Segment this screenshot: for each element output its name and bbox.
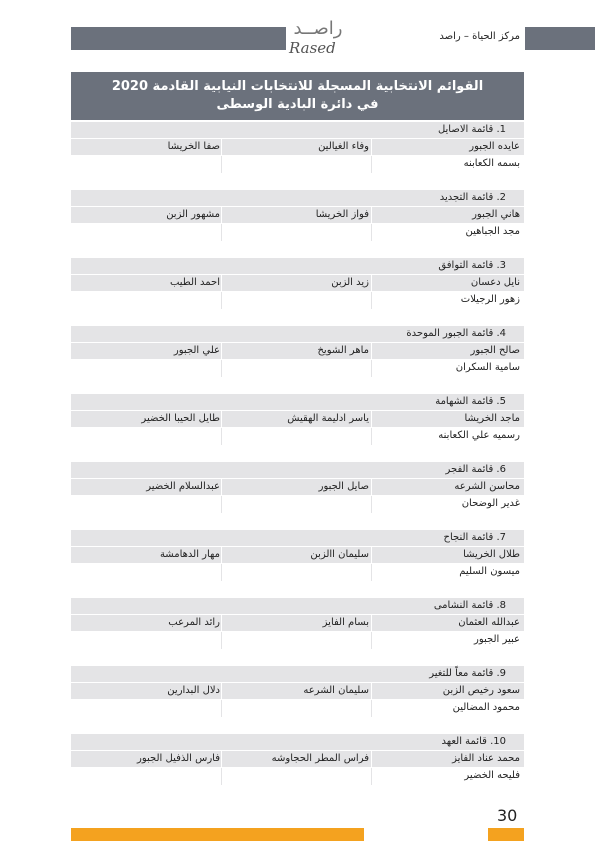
list-block — [71, 122, 524, 190]
candidate-name: طلال الخريشا — [463, 549, 520, 560]
list-heading: 3. قائمة التوافق — [438, 260, 506, 271]
candidate-name: طايل الحيبا الخضير — [141, 413, 220, 424]
candidate-name: عايده الجبور — [469, 141, 520, 152]
list-heading-row — [71, 666, 524, 683]
list-heading: 6. قائمة الفجر — [445, 464, 506, 475]
list-heading: 4. قائمة الجبور الموحدة — [406, 328, 506, 339]
table-row — [71, 275, 524, 292]
title-box — [71, 72, 524, 120]
list-heading: 5. قائمة الشهامة — [435, 396, 506, 407]
logo-arabic-text: راصــد — [293, 18, 343, 39]
candidate-name: زهور الرجيلات — [460, 294, 520, 305]
list-block — [71, 530, 524, 598]
candidate-name: علي الجبور — [173, 345, 220, 356]
candidate-name: محاسن الشرعه — [454, 481, 520, 492]
table-row — [71, 411, 524, 428]
candidate-name: مجد الجباهين — [465, 226, 520, 237]
top-bar-right — [525, 27, 595, 50]
page-title: القوائم الانتخابية المسجلة للانتخابات النيابية القادمة 2020 — [111, 79, 484, 94]
candidate-name: هاني الجبور — [472, 209, 520, 220]
table-row — [71, 156, 524, 173]
candidate-name: ميسون السليم — [459, 566, 520, 577]
list-heading-row — [71, 258, 524, 275]
candidate-name: غدير الوضحان — [461, 498, 520, 509]
list-heading: 10. قائمة العهد — [441, 736, 506, 747]
table-row — [71, 428, 524, 445]
list-block — [71, 326, 524, 394]
list-heading: 1. قائمة الاصايل — [437, 124, 506, 135]
table-row — [71, 700, 524, 717]
electoral-lists — [71, 122, 524, 802]
list-heading: 8. قائمة النشامى — [433, 600, 506, 611]
candidate-name: صالح الجبور — [470, 345, 520, 356]
table-row — [71, 343, 524, 360]
list-block — [71, 462, 524, 530]
candidate-name: سليمان االزبن — [310, 549, 369, 560]
candidate-name: ماهر الشويخ — [317, 345, 369, 356]
candidate-name: احمد الطيب — [169, 277, 220, 288]
table-row — [71, 139, 524, 156]
list-heading-row — [71, 734, 524, 751]
table-row — [71, 547, 524, 564]
list-block — [71, 258, 524, 326]
candidate-name: بسمه الكعابنه — [463, 158, 520, 169]
table-row — [71, 207, 524, 224]
candidate-name: فراس المطر الحجاوشه — [271, 753, 369, 764]
list-heading-row — [71, 394, 524, 411]
table-row — [71, 768, 524, 785]
candidate-name: رائد المرعب — [168, 617, 220, 628]
candidate-name: عبدالله العثمان — [458, 617, 520, 628]
table-row — [71, 224, 524, 241]
list-block — [71, 666, 524, 734]
candidate-name: فواز الخريشا — [315, 209, 369, 220]
candidate-name: عبدالسلام الخضير — [146, 481, 220, 492]
table-row — [71, 632, 524, 649]
list-heading-row — [71, 122, 524, 139]
list-block — [71, 190, 524, 258]
candidate-name: ماجد الخريشا — [464, 413, 520, 424]
header-org-text: مركز الحياة – راصد — [439, 31, 520, 42]
list-heading-row — [71, 530, 524, 547]
list-heading-row — [71, 326, 524, 343]
candidate-name: عبير الجبور — [474, 634, 520, 645]
candidate-name: فليحه الخضير — [464, 770, 520, 781]
table-row — [71, 683, 524, 700]
list-heading: 7. قائمة النجاح — [443, 532, 506, 543]
bottom-bar-left — [71, 828, 364, 841]
bottom-bar-right — [488, 828, 524, 841]
list-block — [71, 394, 524, 462]
candidate-name: فارس الذفيل الجبور — [137, 753, 220, 764]
candidate-name: صايل الجبور — [318, 481, 369, 492]
page-subtitle: في دائرة البادية الوسطى — [216, 97, 379, 112]
page-number: 30 — [497, 806, 518, 825]
table-row — [71, 751, 524, 768]
candidate-name: صفا الخريشا — [167, 141, 220, 152]
candidate-name: محمد عناد الفايز — [452, 753, 520, 764]
table-row — [71, 360, 524, 377]
top-bar-left — [71, 27, 286, 50]
candidate-name: بسام الفايز — [322, 617, 369, 628]
candidate-name: رسميه علي الكعابنه — [438, 430, 520, 441]
list-block — [71, 734, 524, 802]
candidate-name: مهار الدهامشة — [159, 549, 220, 560]
table-row — [71, 292, 524, 309]
table-row — [71, 564, 524, 581]
table-row — [71, 496, 524, 513]
list-heading: 2. قائمة التجديد — [439, 192, 506, 203]
candidate-name: نايل دعسان — [470, 277, 520, 288]
list-heading-row — [71, 598, 524, 615]
logo-english-text: Rased — [289, 39, 336, 57]
table-row — [71, 615, 524, 632]
candidate-name: محمود المضالين — [452, 702, 520, 713]
rased-logo — [287, 18, 357, 62]
candidate-name: زيد الزبن — [331, 277, 369, 288]
candidate-name: مشهور الزبن — [166, 209, 220, 220]
list-heading: 9. قائمة معاً للتغير — [429, 668, 506, 679]
candidate-name: دلال البدارين — [167, 685, 220, 696]
candidate-name: ياسر ادليمة الهقيش — [287, 413, 369, 424]
table-row — [71, 479, 524, 496]
candidate-name: سليمان الشرعه — [303, 685, 369, 696]
list-block — [71, 598, 524, 666]
candidate-name: سامية السكران — [455, 362, 520, 373]
candidate-name: وفاء الغيالين — [318, 141, 369, 152]
list-heading-row — [71, 462, 524, 479]
candidate-name: سعود رخيص الزبن — [442, 685, 520, 696]
list-heading-row — [71, 190, 524, 207]
